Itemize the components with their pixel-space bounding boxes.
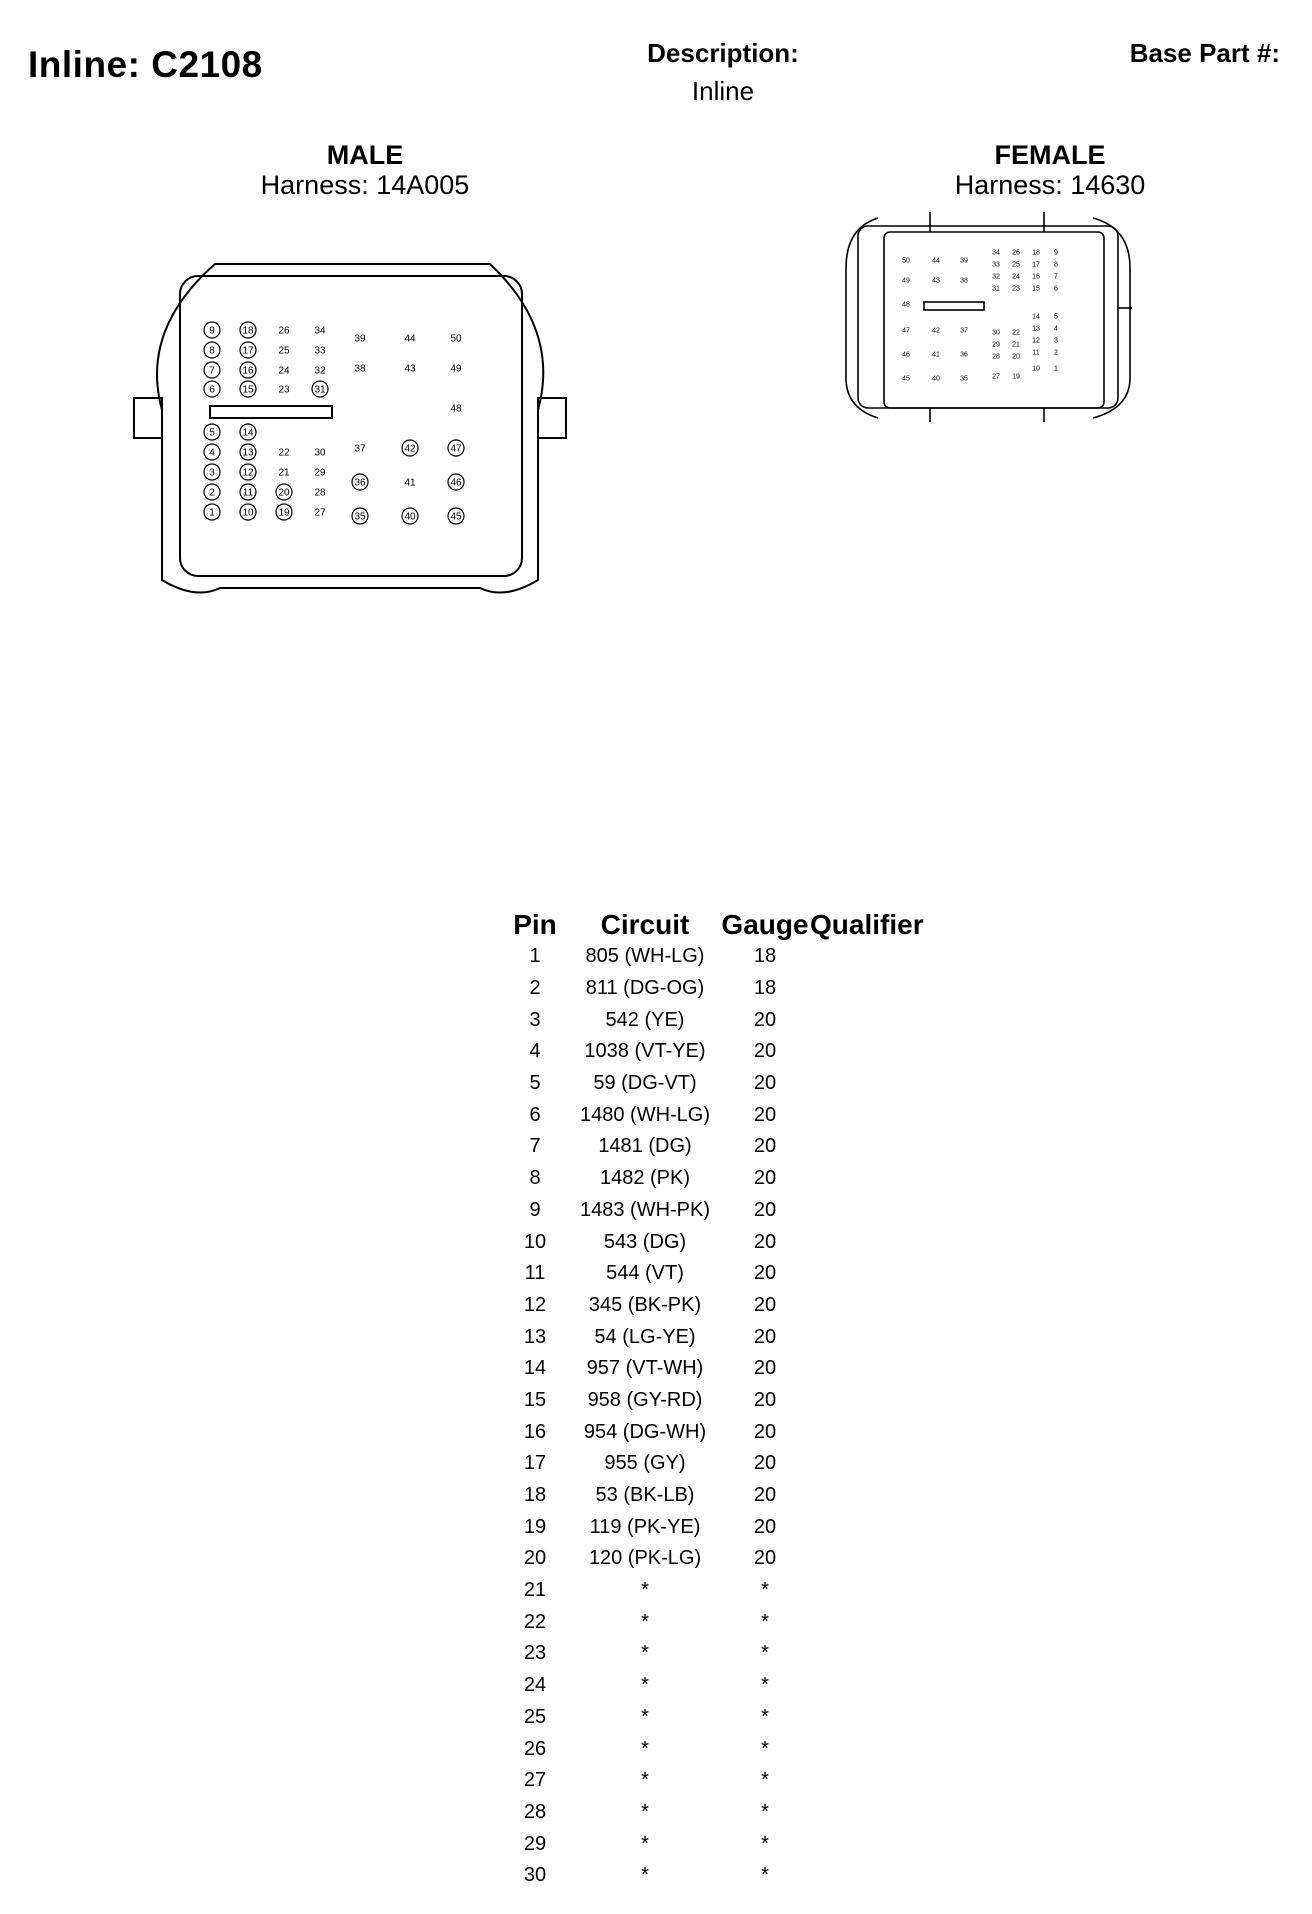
male-right-ear bbox=[538, 398, 566, 438]
circuit-cell: 958 (GY-RD) bbox=[587, 1388, 703, 1411]
circuit-cell: 542 (YE) bbox=[605, 1008, 685, 1031]
male-pin: 25 bbox=[278, 345, 290, 357]
pin-cell: 20 bbox=[523, 1547, 547, 1570]
male-connector-diagram bbox=[120, 250, 580, 610]
gauge-cell: * bbox=[761, 1579, 769, 1602]
circuit-cell: * bbox=[641, 1864, 649, 1887]
pin-cell: 11 bbox=[524, 1262, 546, 1285]
circuit-cell: * bbox=[641, 1610, 649, 1633]
pin-cell: 30 bbox=[523, 1864, 547, 1887]
female-pin: 49 bbox=[902, 277, 910, 285]
circuit-cell: 345 (BK-PK) bbox=[588, 1293, 702, 1316]
male-title: MALE bbox=[326, 140, 404, 170]
description-label: Description: bbox=[647, 38, 799, 68]
female-pin: 22 bbox=[1012, 329, 1020, 337]
table-row bbox=[500, 1670, 940, 1702]
female-pin: 45 bbox=[902, 375, 910, 383]
circuit-cell: 59 (DG-VT) bbox=[593, 1072, 697, 1095]
gauge-cell: 20 bbox=[753, 1293, 777, 1316]
table-row bbox=[500, 1195, 940, 1227]
header-gauge: Gauge bbox=[721, 909, 809, 940]
male-pin: 12 bbox=[242, 467, 254, 479]
pin-cell: 18 bbox=[523, 1484, 547, 1507]
female-pin: 33 bbox=[992, 261, 1000, 269]
female-pin: 38 bbox=[960, 277, 968, 285]
table-row bbox=[500, 1765, 940, 1797]
table-row bbox=[500, 1860, 940, 1892]
female-right-latch bbox=[1093, 218, 1130, 418]
male-pin: 47 bbox=[450, 443, 462, 455]
pin-cell: 17 bbox=[523, 1452, 547, 1475]
table-row bbox=[500, 1131, 940, 1163]
table-row bbox=[500, 1099, 940, 1131]
male-pin: 27 bbox=[314, 507, 326, 519]
gauge-cell: * bbox=[761, 1642, 769, 1665]
table-row bbox=[500, 1353, 940, 1385]
gauge-cell: 20 bbox=[753, 1547, 777, 1570]
circuit-cell: * bbox=[641, 1642, 649, 1665]
female-pin: 1 bbox=[1054, 365, 1058, 373]
circuit-cell: 811 (DG-OG) bbox=[585, 977, 705, 1000]
circuit-cell: * bbox=[641, 1737, 649, 1760]
male-pin: 2 bbox=[209, 487, 215, 499]
circuit-cell: 1481 (DG) bbox=[598, 1135, 692, 1158]
circuit-cell: 54 (LG-YE) bbox=[594, 1325, 696, 1348]
gauge-cell: 20 bbox=[753, 1325, 777, 1348]
male-pin: 45 bbox=[450, 511, 462, 523]
pin-cell: 7 bbox=[529, 1135, 541, 1158]
female-pin: 43 bbox=[932, 277, 940, 285]
female-pin: 4 bbox=[1054, 325, 1058, 333]
circuit-cell: * bbox=[641, 1800, 649, 1823]
male-pin: 44 bbox=[404, 333, 416, 345]
female-harness: Harness: 14630 bbox=[954, 170, 1146, 200]
pin-cell: 29 bbox=[523, 1832, 547, 1855]
gauge-cell: * bbox=[761, 1769, 769, 1792]
circuit-cell: * bbox=[641, 1579, 649, 1602]
female-pin: 24 bbox=[1012, 273, 1020, 281]
circuit-cell: * bbox=[641, 1705, 649, 1728]
female-pin: 29 bbox=[992, 341, 1000, 349]
female-pin: 47 bbox=[902, 327, 910, 335]
male-pin: 15 bbox=[242, 384, 254, 396]
female-pin: 10 bbox=[1032, 365, 1040, 373]
female-pin: 34 bbox=[992, 249, 1000, 257]
female-pin: 37 bbox=[960, 327, 968, 335]
male-pin: 46 bbox=[450, 477, 462, 489]
header-circuit: Circuit bbox=[600, 909, 690, 940]
male-pin: 42 bbox=[404, 443, 416, 455]
table-row bbox=[500, 1606, 940, 1638]
circuit-cell: 955 (GY) bbox=[604, 1452, 686, 1475]
male-pin: 23 bbox=[278, 384, 290, 396]
header-pin: Pin bbox=[513, 909, 557, 940]
pin-cell: 28 bbox=[523, 1800, 547, 1823]
male-pin: 34 bbox=[314, 325, 326, 337]
header-qualifier: Qualifier bbox=[810, 909, 924, 940]
male-pin: 39 bbox=[354, 333, 366, 345]
male-pin: 17 bbox=[242, 345, 254, 357]
circuit-cell: 1480 (WH-LG) bbox=[579, 1103, 711, 1126]
gauge-cell: * bbox=[761, 1864, 769, 1887]
table-row bbox=[500, 1385, 940, 1417]
male-pin: 26 bbox=[278, 325, 290, 337]
female-pin: 7 bbox=[1054, 273, 1058, 281]
table-row bbox=[500, 1828, 940, 1860]
table-row bbox=[500, 1543, 940, 1575]
gauge-cell: 18 bbox=[753, 945, 777, 968]
male-pin: 29 bbox=[314, 467, 326, 479]
description-value: Inline bbox=[691, 76, 755, 106]
gauge-cell: 20 bbox=[753, 1515, 777, 1538]
gauge-cell: * bbox=[761, 1674, 769, 1697]
male-pin: 9 bbox=[209, 325, 215, 337]
male-pin: 33 bbox=[314, 345, 326, 357]
gauge-cell: 20 bbox=[753, 1072, 777, 1095]
male-pin: 37 bbox=[354, 443, 366, 455]
gauge-cell: 20 bbox=[753, 1198, 777, 1221]
pin-cell: 19 bbox=[523, 1515, 547, 1538]
table-row bbox=[500, 1226, 940, 1258]
gauge-cell: 18 bbox=[753, 977, 777, 1000]
female-title: FEMALE bbox=[994, 140, 1106, 170]
female-pin: 5 bbox=[1054, 313, 1058, 321]
female-pin: 14 bbox=[1032, 313, 1040, 321]
pin-cell: 10 bbox=[523, 1230, 547, 1253]
female-pin: 20 bbox=[1012, 353, 1020, 361]
gauge-cell: 20 bbox=[753, 1008, 777, 1031]
female-pin: 17 bbox=[1032, 261, 1040, 269]
female-pin: 28 bbox=[992, 353, 1000, 361]
female-inner-body bbox=[884, 232, 1104, 408]
gauge-cell: 20 bbox=[753, 1230, 777, 1253]
circuit-cell: 805 (WH-LG) bbox=[585, 945, 705, 968]
table-row bbox=[500, 1480, 940, 1512]
pin-cell: 13 bbox=[523, 1325, 547, 1348]
pin-cell: 27 bbox=[523, 1769, 547, 1792]
gauge-cell: * bbox=[761, 1610, 769, 1633]
female-key-slot bbox=[924, 302, 984, 310]
table-row bbox=[500, 1068, 940, 1100]
male-pin: 21 bbox=[278, 467, 290, 479]
male-key-slot bbox=[210, 406, 332, 418]
pin-cell: 8 bbox=[529, 1167, 541, 1190]
circuit-cell: 1038 (VT-YE) bbox=[584, 1040, 706, 1063]
pin-cell: 6 bbox=[529, 1103, 541, 1126]
pin-cell: 24 bbox=[523, 1674, 547, 1697]
table-row bbox=[500, 1004, 940, 1036]
male-pin: 5 bbox=[209, 427, 215, 439]
male-pin: 36 bbox=[354, 477, 366, 489]
circuit-cell: 543 (DG) bbox=[603, 1230, 687, 1253]
female-pin: 3 bbox=[1054, 337, 1058, 345]
gauge-cell: 20 bbox=[753, 1103, 777, 1126]
pin-cell: 1 bbox=[529, 945, 541, 968]
gauge-cell: 20 bbox=[753, 1420, 777, 1443]
male-pin: 13 bbox=[242, 447, 254, 459]
male-pin: 48 bbox=[450, 403, 462, 415]
male-pin: 1 bbox=[209, 507, 215, 519]
gauge-cell: * bbox=[761, 1705, 769, 1728]
female-pin: 12 bbox=[1032, 337, 1040, 345]
female-connector-diagram bbox=[838, 208, 1138, 428]
male-harness: Harness: 14A005 bbox=[260, 170, 470, 200]
pin-cell: 12 bbox=[523, 1293, 547, 1316]
gauge-cell: * bbox=[761, 1737, 769, 1760]
male-pin: 24 bbox=[278, 365, 290, 377]
female-pin: 50 bbox=[902, 257, 910, 265]
circuit-cell: * bbox=[641, 1674, 649, 1697]
pin-cell: 3 bbox=[529, 1008, 541, 1031]
female-pin: 16 bbox=[1032, 273, 1040, 281]
female-pin: 6 bbox=[1054, 285, 1058, 293]
circuit-cell: 1482 (PK) bbox=[599, 1167, 691, 1190]
male-pin: 18 bbox=[242, 325, 254, 337]
circuit-cell: 53 (BK-LB) bbox=[595, 1484, 695, 1507]
female-pin: 48 bbox=[902, 301, 910, 309]
female-pin: 36 bbox=[960, 351, 968, 359]
circuit-cell: 1483 (WH-PK) bbox=[579, 1198, 711, 1221]
male-pin: 6 bbox=[209, 384, 215, 396]
table-row bbox=[500, 1638, 940, 1670]
pin-cell: 15 bbox=[523, 1388, 547, 1411]
female-pin: 44 bbox=[932, 257, 940, 265]
table-row bbox=[500, 1733, 940, 1765]
male-pin: 16 bbox=[242, 365, 254, 377]
female-pin: 2 bbox=[1054, 349, 1058, 357]
male-pin: 31 bbox=[314, 384, 326, 396]
table-row bbox=[500, 1416, 940, 1448]
pin-cell: 16 bbox=[523, 1420, 547, 1443]
pin-cell: 26 bbox=[523, 1737, 547, 1760]
female-pin: 27 bbox=[992, 373, 1000, 381]
female-pin: 39 bbox=[960, 257, 968, 265]
circuit-cell: 954 (DG-WH) bbox=[583, 1420, 707, 1443]
female-pin: 18 bbox=[1032, 249, 1040, 257]
gauge-cell: 20 bbox=[753, 1484, 777, 1507]
male-pin: 41 bbox=[404, 477, 416, 489]
male-pin: 38 bbox=[354, 363, 366, 375]
female-pin: 11 bbox=[1032, 349, 1040, 357]
male-pin: 14 bbox=[242, 427, 254, 439]
female-pin: 41 bbox=[932, 351, 940, 359]
circuit-cell: * bbox=[641, 1769, 649, 1792]
male-pin: 32 bbox=[314, 365, 326, 377]
gauge-cell: 20 bbox=[753, 1388, 777, 1411]
table-row bbox=[500, 1321, 940, 1353]
pin-table bbox=[500, 905, 940, 1892]
male-pin: 3 bbox=[209, 467, 215, 479]
pin-cell: 5 bbox=[529, 1072, 541, 1095]
male-left-ear bbox=[134, 398, 162, 438]
female-pin: 40 bbox=[932, 375, 940, 383]
female-pin: 23 bbox=[1012, 285, 1020, 293]
female-pin: 13 bbox=[1032, 325, 1040, 333]
table-row bbox=[500, 1575, 940, 1607]
circuit-cell: * bbox=[641, 1832, 649, 1855]
male-outer-shell bbox=[157, 264, 543, 593]
male-pin: 7 bbox=[209, 365, 215, 377]
circuit-cell: 120 (PK-LG) bbox=[588, 1547, 702, 1570]
female-outer-shell bbox=[858, 226, 1118, 408]
female-pin: 42 bbox=[932, 327, 940, 335]
female-pin: 9 bbox=[1054, 249, 1058, 257]
gauge-cell: 20 bbox=[753, 1452, 777, 1475]
pin-cell: 23 bbox=[523, 1642, 547, 1665]
circuit-cell: 119 (PK-YE) bbox=[589, 1515, 701, 1538]
male-inner-body bbox=[180, 276, 522, 576]
male-pin: 10 bbox=[242, 507, 254, 519]
circuit-cell: 544 (VT) bbox=[606, 1262, 684, 1285]
male-pin: 4 bbox=[209, 447, 215, 459]
pin-cell: 21 bbox=[523, 1579, 547, 1602]
male-pin: 40 bbox=[404, 511, 416, 523]
gauge-cell: 20 bbox=[753, 1040, 777, 1063]
connector-title: Inline: C2108 bbox=[28, 44, 263, 85]
male-pin: 22 bbox=[278, 447, 290, 459]
male-pin: 43 bbox=[404, 363, 416, 375]
gauge-cell: 20 bbox=[753, 1357, 777, 1380]
female-pin: 26 bbox=[1012, 249, 1020, 257]
female-pin: 35 bbox=[960, 375, 968, 383]
male-pin: 28 bbox=[314, 487, 326, 499]
female-pin: 19 bbox=[1012, 373, 1020, 381]
male-pin: 35 bbox=[354, 511, 366, 523]
female-pin-grid bbox=[902, 249, 1058, 382]
female-pin: 8 bbox=[1054, 261, 1058, 269]
pin-cell: 2 bbox=[529, 977, 541, 1000]
table-row bbox=[500, 1258, 940, 1290]
pin-cell: 25 bbox=[523, 1705, 547, 1728]
table-row bbox=[500, 1290, 940, 1322]
pin-cell: 14 bbox=[523, 1357, 547, 1380]
male-pin: 30 bbox=[314, 447, 326, 459]
pin-cell: 22 bbox=[523, 1610, 547, 1633]
gauge-cell: 20 bbox=[753, 1167, 777, 1190]
female-pin: 30 bbox=[992, 329, 1000, 337]
table-row bbox=[500, 1163, 940, 1195]
male-pin: 20 bbox=[278, 487, 290, 499]
table-row bbox=[500, 973, 940, 1005]
male-pin: 11 bbox=[242, 487, 254, 499]
pin-table-header bbox=[500, 905, 940, 941]
female-pin: 32 bbox=[992, 273, 1000, 281]
male-pin: 8 bbox=[209, 345, 215, 357]
circuit-cell: 957 (VT-WH) bbox=[586, 1357, 704, 1380]
gauge-cell: * bbox=[761, 1800, 769, 1823]
table-row bbox=[500, 941, 940, 973]
gauge-cell: 20 bbox=[753, 1135, 777, 1158]
female-pin: 25 bbox=[1012, 261, 1020, 269]
male-pin: 50 bbox=[450, 333, 462, 345]
female-pin: 46 bbox=[902, 351, 910, 359]
gauge-cell: 20 bbox=[753, 1262, 777, 1285]
female-left-latch bbox=[846, 218, 878, 418]
male-pin-grid bbox=[204, 322, 464, 524]
table-row bbox=[500, 1036, 940, 1068]
table-row bbox=[500, 1511, 940, 1543]
table-row bbox=[500, 1448, 940, 1480]
male-pin: 19 bbox=[278, 507, 290, 519]
male-pin: 49 bbox=[450, 363, 462, 375]
base-part-label: Base Part #: bbox=[1129, 38, 1280, 68]
pin-cell: 4 bbox=[529, 1040, 541, 1063]
table-row bbox=[500, 1797, 940, 1829]
pin-cell: 9 bbox=[529, 1198, 541, 1221]
female-pin: 15 bbox=[1032, 285, 1040, 293]
gauge-cell: * bbox=[761, 1832, 769, 1855]
table-row bbox=[500, 1702, 940, 1734]
female-pin: 31 bbox=[992, 285, 1000, 293]
female-pin: 21 bbox=[1012, 341, 1020, 349]
